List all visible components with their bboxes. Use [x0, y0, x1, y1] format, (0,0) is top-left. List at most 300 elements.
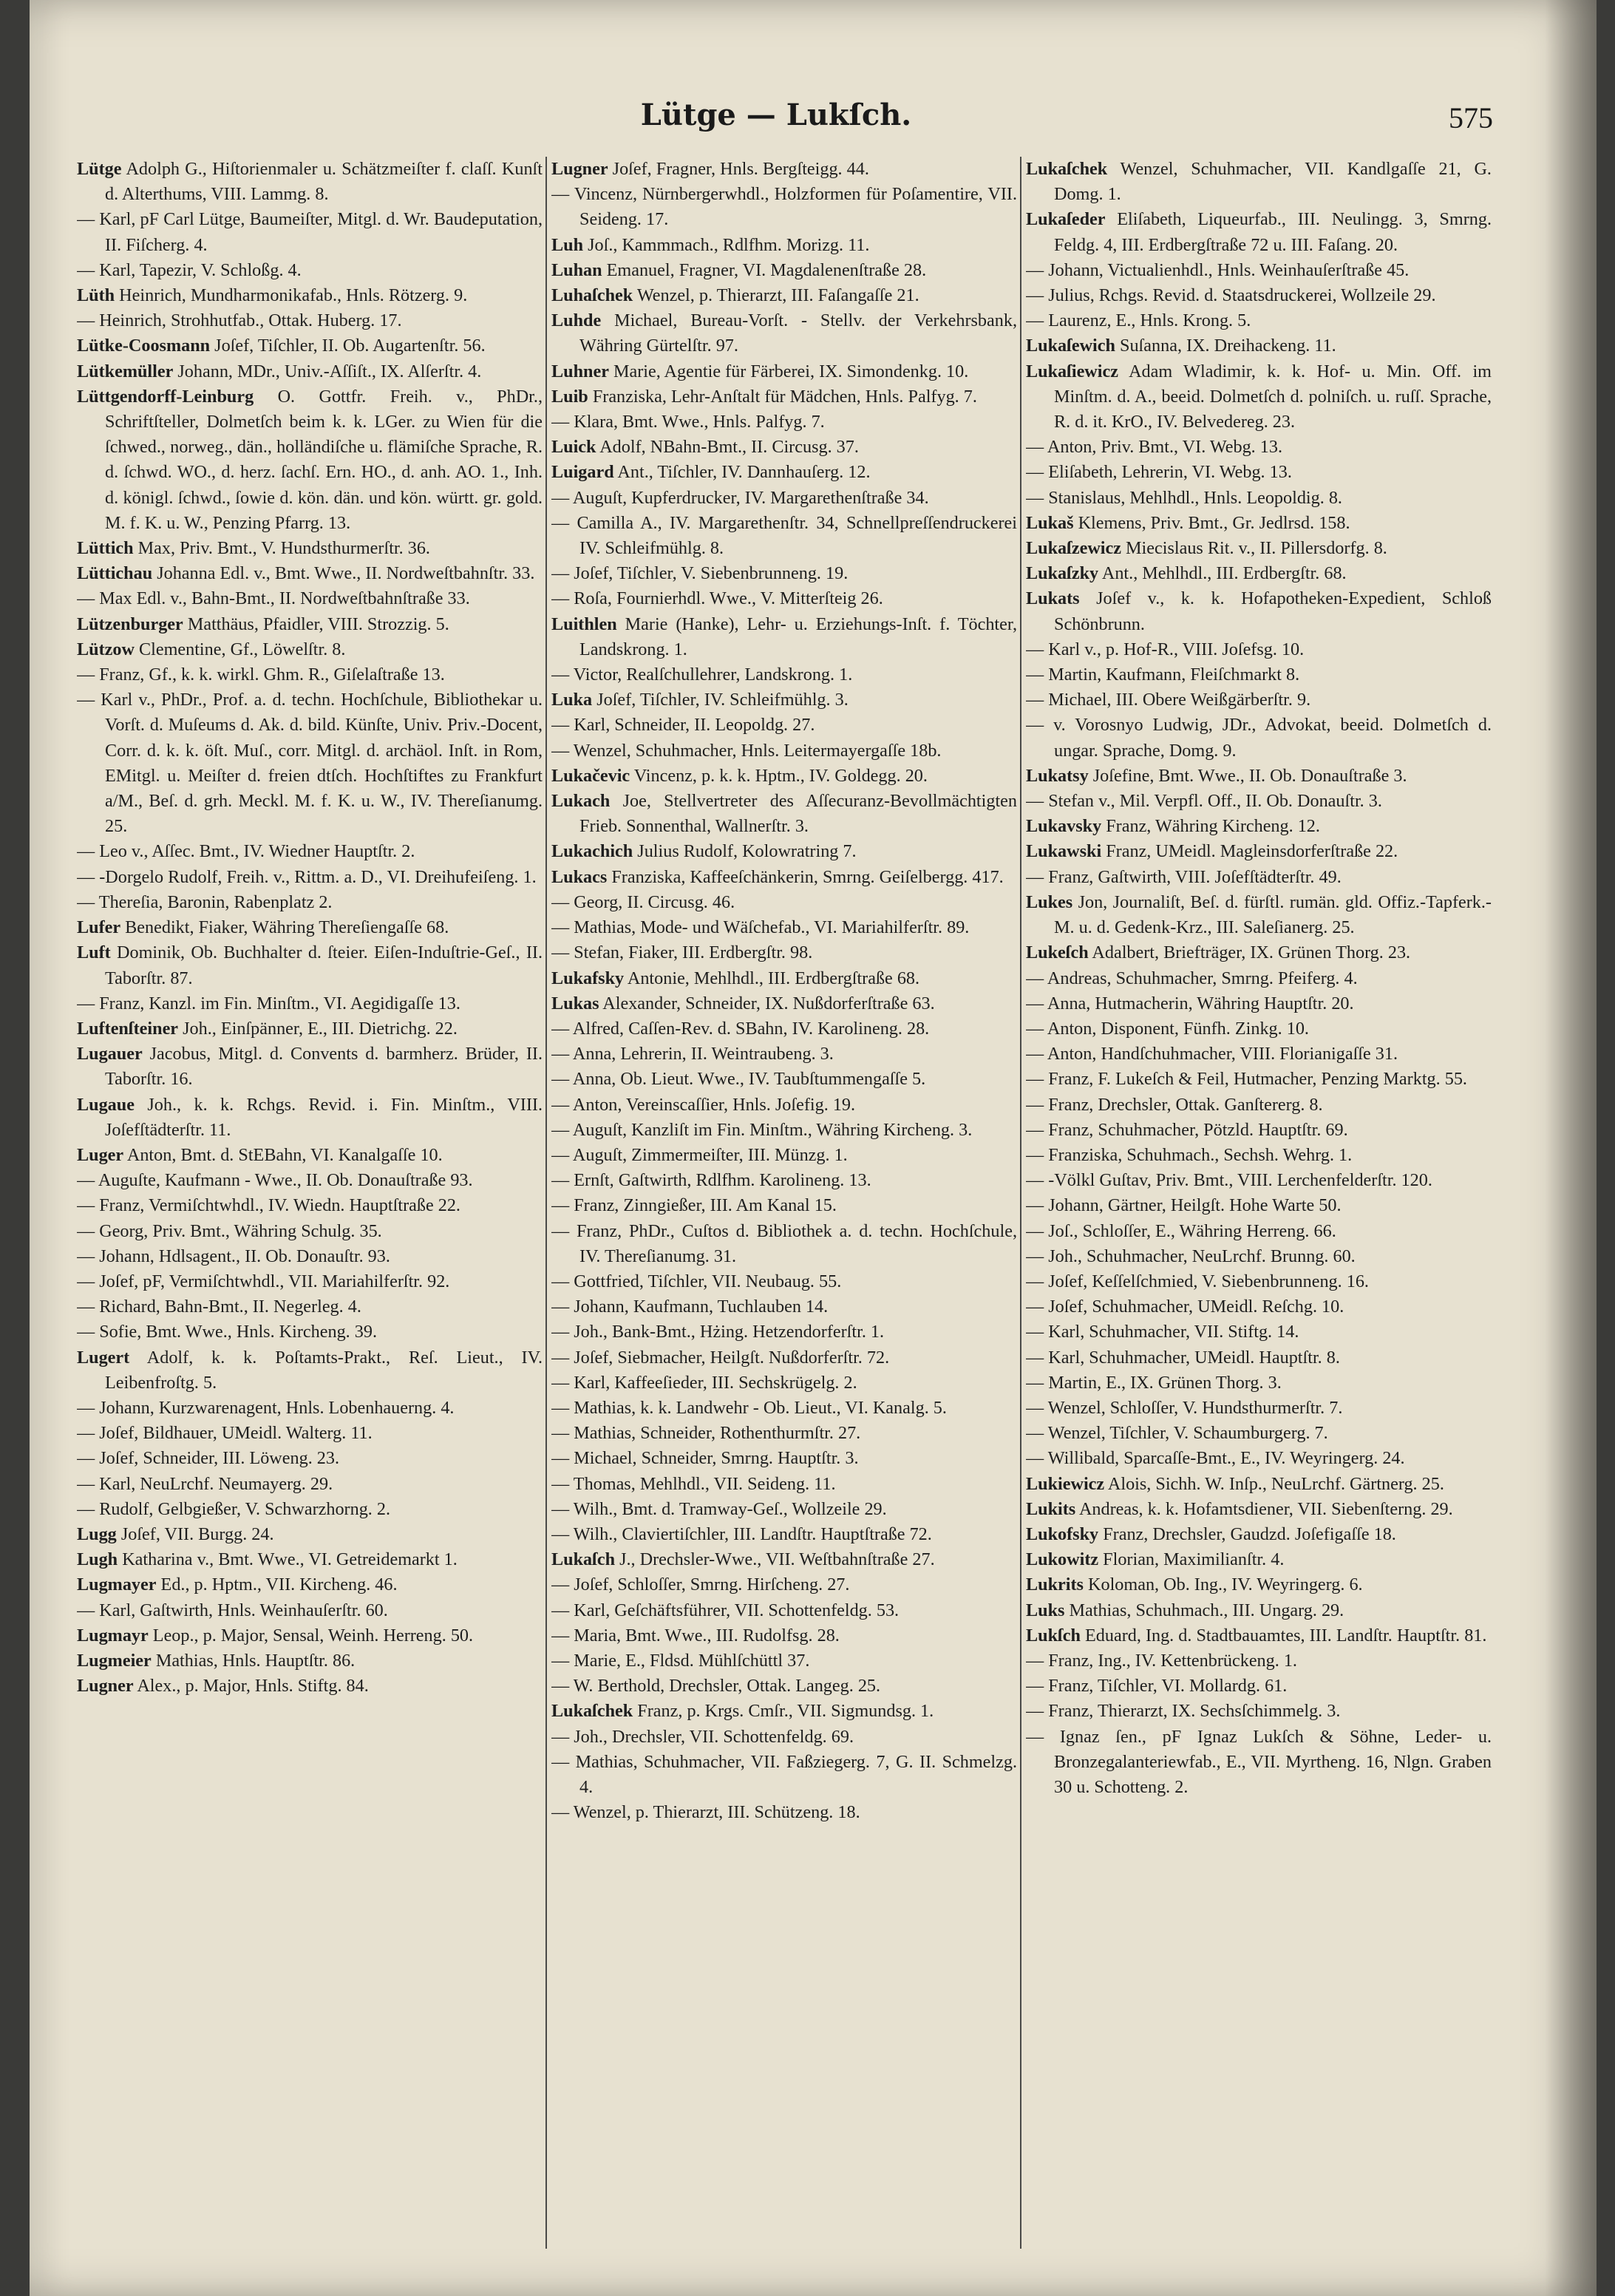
directory-entry — [1026, 359, 1492, 435]
entry-details: — Mathias, Schneider, Rothenthurmſtr. 27. — [551, 1423, 861, 1444]
directory-entry — [1026, 637, 1492, 662]
directory-entry — [77, 1294, 543, 1319]
entry-surname: Lukofsky — [1026, 1524, 1099, 1544]
directory-entry — [1026, 1219, 1492, 1244]
entry-details: — -Dorgelo Rudolf, Freih. v., Rittm. a. D., VI. Dreihufeiſeng. 1. — [77, 866, 537, 887]
entry-details: — Rudolf, Gelbgießer, V. Schwarzhorng. 2. — [77, 1498, 391, 1519]
entry-details: Adam Wladimir, k. k. Hof- u. Min. Off. im Minſtm. d. A., beeid. Dolmetſch d. polniſch. u. ruſſ. Sprache, R. d. it. KrO., IV. Belvedereg. 23. — [1054, 361, 1492, 432]
entry-surname: Lukaſzewicz — [1026, 538, 1121, 559]
directory-entry — [551, 991, 1017, 1016]
directory-entry — [551, 283, 1017, 308]
column-divider — [1020, 157, 1021, 2249]
directory-entry — [77, 207, 543, 257]
entry-details: Ed., p. Hptm., VII. Kircheng. 46. — [160, 1575, 398, 1595]
directory-entry — [77, 1319, 543, 1345]
page-number: 575 — [1449, 101, 1493, 135]
entry-details: Wenzel, p. Thierarzt, III. Faſangaſſe 21. — [636, 285, 919, 306]
directory-entry — [551, 1016, 1017, 1042]
entry-surname: Luhde — [551, 310, 602, 331]
entry-details: Joſef, Tiſchler, IV. Schleifmühlg. 3. — [596, 690, 849, 710]
directory-entry — [1026, 1699, 1492, 1724]
directory-entry — [551, 1371, 1017, 1396]
entry-surname: Lütge — [77, 159, 122, 179]
entry-details: — Karl, Schuhmacher, VII. Stiftg. 14. — [1026, 1322, 1299, 1342]
directory-entry — [77, 1497, 543, 1522]
entry-details: Franz, Währing Kircheng. 12. — [1106, 816, 1320, 837]
directory-entry — [77, 384, 543, 536]
directory-entry — [551, 1522, 1017, 1547]
entry-surname: Lukawski — [1026, 841, 1102, 862]
entry-details: Jacobus, Mitgl. d. Convents d. barmherz. Brüder, II. Taborſtr. 16. — [105, 1044, 543, 1090]
directory-entry — [77, 940, 543, 991]
directory-entry — [1026, 1446, 1492, 1471]
directory-entry — [1026, 1725, 1492, 1801]
entry-details: — Alfred, Caſſen-Rev. d. SBahn, IV. Karolineng. 28. — [551, 1018, 930, 1039]
entry-details: — -Völkl Guſtav, Priv. Bmt., VIII. Lerchenfelderſtr. 120. — [1026, 1170, 1432, 1191]
entry-details: — Franz, Tiſchler, VI. Mollardg. 61. — [1026, 1676, 1288, 1696]
entry-details: Julius Rudolf, Kolowratring 7. — [637, 841, 857, 862]
directory-entry — [551, 1067, 1017, 1092]
directory-entry — [1026, 511, 1492, 536]
entry-details: — Roſa, Fournierhdl. Wwe., V. Mitterſteig 26. — [551, 588, 883, 609]
entry-surname: Lukaſeder — [1026, 209, 1106, 230]
entry-details: — Anton, Handſchuhmacher, VIII. Florianigaſſe 31. — [1026, 1044, 1398, 1064]
directory-entry — [551, 865, 1017, 890]
entry-surname: Luka — [551, 690, 593, 710]
directory-entry — [551, 1219, 1017, 1269]
directory-entry — [1026, 1648, 1492, 1674]
entry-details: — Johann, Kaufmann, Tuchlauben 14. — [551, 1297, 829, 1317]
entry-surname: Lukaſchek — [1026, 159, 1108, 179]
entry-details: — Karl, Kaffeeſieder, III. Sechskrügelg. 2. — [551, 1372, 857, 1393]
directory-entry — [551, 1699, 1017, 1724]
entry-details: — Willibald, Sparcaſſe-Bmt., E., IV. Weyringerg. 24. — [1026, 1448, 1405, 1469]
entry-surname: Lukeſch — [1026, 942, 1089, 963]
entry-surname: Lugaue — [77, 1094, 135, 1115]
entry-details: — Karl, Schuhmacher, UMeidl. Hauptſtr. 8. — [1026, 1347, 1340, 1368]
directory-entry — [1026, 1168, 1492, 1193]
entry-details: Vincenz, p. k. k. Hptm., IV. Goldegg. 20. — [633, 765, 928, 786]
entry-details: — Joh., Schuhmacher, NeuLrchf. Brunng. 60. — [1026, 1246, 1356, 1266]
entry-details: — Joſef, pF, Vermiſchtwhdl., VII. Mariahilferſtr. 92. — [77, 1271, 450, 1291]
directory-entry — [1026, 1042, 1492, 1067]
directory-entry — [551, 561, 1017, 586]
entry-details: Joe, Stellvertreter des Aſſecuranz-Bevollmächtigten Frieb. Sonnenthal, Wallnerſtr. 3. — [579, 791, 1017, 837]
entry-details: Mathias, Schuhmach., III. Ungarg. 29. — [1069, 1600, 1344, 1620]
entry-surname: Lugner — [551, 159, 608, 179]
entry-details: Matthäus, Pfaidler, VIII. Strozzig. 5. — [187, 614, 449, 634]
directory-entry — [551, 662, 1017, 687]
entry-details: Joſefine, Bmt. Wwe., II. Ob. Donauſtraße 3. — [1092, 765, 1407, 786]
directory-entry — [77, 1396, 543, 1421]
entry-details: — Georg, Priv. Bmt., Währing Schulg. 35. — [77, 1220, 382, 1241]
entry-details: — Joſ., Schloſſer, E., Währing Herreng. 66. — [1026, 1220, 1336, 1241]
directory-entry — [77, 1598, 543, 1623]
directory-entry — [77, 333, 543, 359]
entry-details: — Anna, Ob. Lieut. Wwe., IV. Taubſtummengaſſe 5. — [551, 1069, 926, 1090]
entry-surname: Luigard — [551, 462, 614, 483]
directory-entry — [1026, 991, 1492, 1016]
entry-details: — Ernſt, Gaſtwirth, Rdlfhm. Karolineng. 13. — [551, 1170, 871, 1191]
directory-entry — [551, 1345, 1017, 1371]
entry-details: — Michael, III. Obere Weißgärberſtr. 9. — [1026, 690, 1311, 710]
directory-entry — [551, 157, 1017, 182]
column-divider — [545, 157, 547, 2249]
entry-details: — Thomas, Mehlhdl., VII. Seideng. 11. — [551, 1473, 836, 1494]
entry-details: — Anton, Disponent, Fünfh. Zinkg. 10. — [1026, 1018, 1309, 1039]
directory-entry — [551, 586, 1017, 611]
directory-entry — [551, 1472, 1017, 1497]
directory-entry — [551, 1497, 1017, 1522]
directory-entry — [1026, 662, 1492, 687]
running-head: Lütge — Lukſch. — [640, 98, 912, 132]
directory-entry — [77, 359, 543, 384]
entry-details: Michael, Bureau-Vorſt. - Stellv. der Verkehrsbank, Währing Gürtelſtr. 97. — [579, 310, 1017, 356]
directory-entry — [77, 687, 543, 839]
entry-details: — Mathias, k. k. Landwehr - Ob. Lieut., VI. Kanalg. 5. — [551, 1397, 947, 1418]
entry-details: — Joſef, Keſſelſchmied, V. Siebenbrunneng. 16. — [1026, 1271, 1369, 1291]
directory-entry — [1026, 586, 1492, 636]
entry-surname: Lugauer — [77, 1044, 143, 1064]
entry-details: Eliſabeth, Liqueurfab., III. Neulingg. 3, Smrng. Feldg. 4, III. Erdbergſtraße 72 u. III. Faſang. 20. — [1054, 209, 1492, 255]
entry-details: — Wenzel, Tiſchler, V. Schaumburgerg. 7. — [1026, 1423, 1328, 1444]
entry-surname: Luks — [1026, 1600, 1065, 1620]
directory-entry — [551, 460, 1017, 485]
directory-entry — [77, 865, 543, 890]
directory-entry — [77, 1143, 543, 1168]
entry-details: — Joſef, Tiſchler, V. Siebenbrunneng. 19. — [551, 563, 849, 584]
entry-details: — Johann, Kurzwarenagent, Hnls. Lobenhauerng. 4. — [77, 1397, 455, 1418]
entry-details: Johanna Edl. v., Bmt. Wwe., II. Nordweſtbahnſtr. 33. — [157, 563, 535, 584]
directory-entry — [77, 586, 543, 611]
entry-surname: Lüttich — [77, 538, 134, 559]
entry-surname: Lugg — [77, 1524, 117, 1544]
directory-entry — [1026, 940, 1492, 965]
entry-surname: Luh — [551, 234, 584, 255]
entry-surname: Lukes — [1026, 891, 1073, 912]
entry-surname: Lukačevic — [551, 765, 630, 786]
directory-entry — [77, 1016, 543, 1042]
directory-entry — [1026, 207, 1492, 257]
entry-details: — Anna, Hutmacherin, Währing Hauptſtr. 20. — [1026, 993, 1354, 1013]
directory-entry — [1026, 1497, 1492, 1522]
page-header — [59, 98, 1493, 149]
entry-details: — Karl v., PhDr., Prof. a. d. techn. Hochſchule, Bibliothekar u. Vorſt. d. Muſeums d. Ak. d. bild. Künſte, Univ. Priv.-Docent, Corr. d. k. k. öſt. Muſ., corr. Mitgl. d. archäol. Inſt. in Rom, EMitgl. u. Meiſter d. freien dtſch. Hochſtiftes zu Frankfurt a/M., Beſ. d. grh. Meckl. M. f. K. u. W., IV. Thereſianumg. 25. — [77, 690, 543, 837]
entry-details: — Franz, Vermiſchtwhdl., IV. Wiedn. Hauptſtraße 22. — [77, 1195, 460, 1216]
entry-surname: Lukſch — [1026, 1625, 1081, 1645]
directory-entry — [1026, 435, 1492, 460]
entry-details: Katharina v., Bmt. Wwe., VI. Getreidemarkt 1. — [122, 1549, 458, 1570]
directory-entry — [77, 662, 543, 687]
entry-details: — Marie, E., Fldsd. Mühlſchüttl 37. — [551, 1650, 810, 1671]
directory-entry — [1026, 814, 1492, 839]
entry-surname: Lukits — [1026, 1498, 1076, 1519]
entry-details: Joſef v., k. k. Hofapotheken-Expedient, Schloß Schönbrunn. — [1054, 588, 1492, 634]
entry-details: — Eliſabeth, Lehrerin, VI. Webg. 13. — [1026, 462, 1292, 483]
directory-entry — [551, 764, 1017, 789]
entry-surname: Lugmeier — [77, 1650, 152, 1671]
entry-details: — Wenzel, Schuhmacher, Hnls. Leitermayergaſſe 18b. — [551, 740, 942, 761]
entry-details: — Mathias, Schuhmacher, VII. Faßziegerg. 7, G. II. Schmelzg. 4. — [551, 1751, 1017, 1797]
entry-details: Marie, Agentie für Färberei, IX. Simondenkg. 10. — [613, 361, 969, 381]
directory-entry — [77, 1572, 543, 1597]
entry-surname: Lukachich — [551, 841, 633, 862]
entry-details: Joh., Einſpänner, E., III. Dietrichg. 22. — [183, 1018, 458, 1039]
entry-details: — Franz, PhDr., Cuſtos d. Bibliothek a. d. techn. Hochſchule, IV. Thereſianumg. 31. — [551, 1220, 1017, 1266]
directory-entry — [1026, 1522, 1492, 1547]
directory-entry — [551, 1725, 1017, 1750]
entry-details: Leop., p. Major, Sensal, Weinh. Herreng. 50. — [152, 1625, 474, 1645]
entry-details: Benedikt, Fiaker, Währing Thereſiengaſſe 68. — [125, 917, 449, 938]
entry-surname: Lugner — [77, 1676, 134, 1696]
directory-entry — [551, 1446, 1017, 1471]
entry-details: Jon, Journaliſt, Beſ. d. fürſtl. rumän. gld. Offiz.-Tapferk.-M. u. d. Gedenk-Krz., III. Saleſianerg. 25. — [1054, 891, 1492, 938]
entry-details: — Laurenz, E., Hnls. Krong. 5. — [1026, 310, 1251, 331]
entry-details: Suſanna, IX. Dreihackeng. 11. — [1120, 336, 1336, 356]
entry-details: Joſef, Fragner, Hnls. Bergſteigg. 44. — [612, 159, 869, 179]
entry-details: — Ignaz ſen., pF Ignaz Lukſch & Söhne, Leder- u. Bronzegalanteriewfab., E., VII. Myrtheng. 16, Nlgn. Graben 30 u. Schotteng. 2. — [1026, 1726, 1492, 1797]
directory-entry — [77, 1648, 543, 1674]
directory-entry — [77, 1472, 543, 1497]
directory-entry — [551, 1118, 1017, 1143]
directory-entry — [551, 258, 1017, 283]
directory-entry — [1026, 536, 1492, 561]
directory-entry — [1026, 890, 1492, 940]
entry-details: — Anton, Priv. Bmt., VI. Webg. 13. — [1026, 437, 1282, 458]
entry-details: — Maria, Bmt. Wwe., III. Rudolfsg. 28. — [551, 1625, 840, 1645]
entry-details: Florian, Maximilianſtr. 4. — [1103, 1549, 1285, 1570]
directory-entry — [1026, 1193, 1492, 1218]
directory-entry — [551, 966, 1017, 991]
entry-details: Franz, UMeidl. Magleinsdorferſtraße 22. — [1106, 841, 1398, 862]
entry-surname: Lüth — [77, 285, 115, 306]
binding-shadow — [1545, 0, 1597, 2296]
directory-entry — [77, 308, 543, 333]
directory-entry — [551, 486, 1017, 511]
entry-details: Joſef, VII. Burgg. 24. — [120, 1524, 274, 1544]
entry-details: Emanuel, Fragner, VI. Magdalenenſtraße 28. — [606, 259, 927, 280]
entry-details: — Karl, Tapezir, V. Schloßg. 4. — [77, 259, 302, 280]
entry-details: — Sofie, Bmt. Wwe., Hnls. Kircheng. 39. — [77, 1322, 377, 1342]
entry-details: Antonie, Mehlhdl., III. Erdbergſtraße 68. — [627, 968, 920, 988]
column-1 — [77, 157, 543, 2249]
entry-details: — Auguſt, Kanzliſt im Fin. Minſtm., Währing Kircheng. 3. — [551, 1119, 973, 1140]
directory-entry — [551, 1319, 1017, 1345]
directory-entry — [1026, 1674, 1492, 1699]
entry-surname: Luft — [77, 942, 111, 963]
directory-entry — [551, 233, 1017, 258]
entry-details: — Joh., Bank-Bmt., Hżing. Hetzendorferſtr. 1. — [551, 1322, 885, 1342]
entry-details: — Camilla A., IV. Margarethenſtr. 34, Schnellpreſſendruckerei IV. Schleifmühlg. 8. — [551, 512, 1017, 559]
directory-entry — [551, 1193, 1017, 1218]
directory-entry — [551, 1800, 1017, 1825]
directory-entry — [551, 1623, 1017, 1648]
directory-entry — [1026, 789, 1492, 814]
entry-surname: Luftenſteiner — [77, 1018, 179, 1039]
entry-surname: Lukiewicz — [1026, 1473, 1105, 1494]
column-2 — [551, 157, 1017, 2249]
directory-entry — [77, 283, 543, 308]
entry-details: — Victor, Realſchullehrer, Landskrong. 1. — [551, 665, 853, 685]
entry-details: Franz, Drechsler, Gaudzd. Joſefigaſſe 18. — [1103, 1524, 1396, 1544]
directory-entry — [1026, 1598, 1492, 1623]
entry-surname: Luib — [551, 386, 588, 407]
entry-surname: Luithlen — [551, 614, 617, 634]
directory-entry — [551, 839, 1017, 864]
directory-entry — [77, 1093, 543, 1143]
directory-entry — [77, 1042, 543, 1092]
entry-surname: Lugh — [77, 1549, 118, 1570]
directory-entry — [1026, 1067, 1492, 1092]
entry-details: — Franz, Schuhmacher, Pötzld. Hauptſtr. 69. — [1026, 1119, 1348, 1140]
directory-entry — [1026, 865, 1492, 890]
entry-details: Koloman, Ob. Ing., IV. Weyringerg. 6. — [1088, 1575, 1363, 1595]
entry-surname: Lukaš — [1026, 512, 1074, 533]
directory-entry — [77, 1345, 543, 1396]
directory-entry — [1026, 258, 1492, 283]
directory-entry — [1026, 1319, 1492, 1345]
directory-entry — [551, 940, 1017, 965]
directory-entry — [77, 991, 543, 1016]
column-3 — [1026, 157, 1492, 2249]
directory-entry — [1026, 1093, 1492, 1118]
entry-details: — Max Edl. v., Bahn-Bmt., II. Nordweſtbahnſtraße 33. — [77, 588, 470, 609]
entry-details: Marie (Hanke), Lehr- u. Erziehungs-Inſt. f. Töchter, Landskrong. 1. — [579, 614, 1017, 659]
directory-entry — [77, 561, 543, 586]
entry-surname: Luick — [551, 437, 596, 458]
entry-surname: Lufer — [77, 917, 121, 938]
entry-details: Adolf, k. k. Poſtamts-Prakt., Reſ. Lieut., IV. Leibenfroſtg. 5. — [105, 1347, 543, 1393]
entry-surname: Lukach — [551, 791, 611, 812]
directory-entry — [551, 1143, 1017, 1168]
entry-surname: Lützenburger — [77, 614, 183, 634]
entry-details: — Anton, Vereinscaſſier, Hnls. Joſefig. 19. — [551, 1094, 856, 1115]
entry-details: — Franz, F. Lukeſch & Feil, Hutmacher, Penzing Marktg. 55. — [1026, 1069, 1467, 1090]
directory-entry — [77, 1193, 543, 1218]
entry-details: — Karl, Schneider, II. Leopoldg. 27. — [551, 715, 815, 736]
entry-details: — v. Vorosnyo Ludwig, JDr., Advokat, beeid. Dolmetſch d. ungar. Sprache, Domg. 9. — [1026, 715, 1492, 761]
directory-entry — [1026, 1547, 1492, 1572]
entry-details: — Heinrich, Strohhutfab., Ottak. Huberg. 17. — [77, 310, 402, 331]
entry-surname: Lukavsky — [1026, 816, 1102, 837]
directory-entry — [1026, 1118, 1492, 1143]
directory-entry — [551, 1168, 1017, 1193]
entry-details: Franziska, Lehr-Anſtalt für Mädchen, Hnls. Palfyg. 7. — [592, 386, 977, 407]
entry-details: — Karl v., p. Hof-R., VIII. Joſefsg. 10. — [1026, 639, 1305, 659]
entry-details: — Joſef, Bildhauer, UMeidl. Walterg. 11. — [77, 1423, 373, 1444]
entry-surname: Lukowitz — [1026, 1549, 1099, 1570]
entry-details: Joſ., Kammmach., Rdlfhm. Morizg. 11. — [588, 234, 870, 255]
entry-details: — Auguſt, Zimmermeiſter, III. Münzg. 1. — [551, 1144, 848, 1165]
entry-surname: Lüttichau — [77, 563, 153, 584]
entry-details: — Auguſte, Kaufmann - Wwe., II. Ob. Donauſtraße 93. — [77, 1170, 473, 1191]
entry-details: J., Drechsler-Wwe., VII. Weſtbahnſtraße 27. — [619, 1549, 935, 1570]
entry-details: Ant., Tiſchler, IV. Dannhauſerg. 12. — [617, 462, 871, 483]
entry-details: — Leo v., Aſſec. Bmt., IV. Wiedner Hauptſtr. 2. — [77, 841, 415, 862]
entry-details: Miecislaus Rit. v., II. Pillersdorfg. 8. — [1126, 538, 1387, 559]
entry-details: Clementine, Gf., Löwelſtr. 8. — [138, 639, 346, 659]
directory-entry — [1026, 157, 1492, 207]
directory-entry — [551, 1421, 1017, 1446]
entry-details: Joſef, Tiſchler, II. Ob. Augartenſtr. 56. — [214, 336, 486, 356]
entry-details: — Gottfried, Tiſchler, VII. Neubaug. 55. — [551, 1271, 842, 1291]
entry-details: — Johann, Hdlsagent., II. Ob. Donauſtr. 93. — [77, 1246, 390, 1266]
entry-details: — Michael, Schneider, Smrng. Hauptſtr. 3. — [551, 1448, 859, 1469]
entry-surname: Lukaſiewicz — [1026, 361, 1118, 381]
directory-entry — [1026, 333, 1492, 359]
directory-entry — [551, 511, 1017, 561]
entry-details: — Stanislaus, Mehlhdl., Hnls. Leopoldig. 8. — [1026, 487, 1342, 508]
entry-details: — Joh., Drechsler, VII. Schottenfeldg. 69. — [551, 1726, 854, 1747]
entry-details: — Vincenz, Nürnbergerwhdl., Holzformen für Poſamentire, VII. Seideng. 17. — [551, 184, 1017, 230]
entry-details: — Martin, E., IX. Grünen Thorg. 3. — [1026, 1372, 1282, 1393]
directory-entry — [77, 1674, 543, 1699]
directory-entry — [1026, 561, 1492, 586]
directory-entry — [77, 915, 543, 940]
entry-surname: Lugmayr — [77, 1625, 149, 1645]
entry-surname: Luger — [77, 1144, 124, 1165]
directory-entry — [551, 359, 1017, 384]
entry-details: Ant., Mehlhdl., III. Erdbergſtr. 68. — [1101, 563, 1347, 584]
entry-details: Wenzel, Schuhmacher, VII. Kandlgaſſe 21, G. Domg. 1. — [1054, 159, 1492, 205]
directory-entry — [1026, 1371, 1492, 1396]
directory-entry — [551, 384, 1017, 410]
directory-entry — [551, 1269, 1017, 1294]
entry-details: Andreas, k. k. Hofamtsdiener, VII. Siebenſterng. 29. — [1078, 1498, 1453, 1519]
entry-surname: Lukats — [1026, 588, 1080, 609]
directory-entry — [551, 738, 1017, 764]
directory-entry — [1026, 1294, 1492, 1319]
directory-entry — [1026, 966, 1492, 991]
directory-entry — [551, 687, 1017, 713]
directory-entry — [1026, 1396, 1492, 1421]
directory-entry — [77, 612, 543, 637]
directory-entry — [1026, 486, 1492, 511]
entry-details: — Franz, Thierarzt, IX. Sechsſchimmelg. 3. — [1026, 1701, 1341, 1722]
directory-entry — [551, 915, 1017, 940]
entry-details: Dominik, Ob. Buchhalter d. ſteier. Eiſen-Induſtrie-Geſ., II. Taborſtr. 87. — [105, 942, 543, 988]
entry-surname: Lukrits — [1026, 1575, 1084, 1595]
directory-entry — [77, 1522, 543, 1547]
entry-details: — Martin, Kaufmann, Fleiſchmarkt 8. — [1026, 665, 1300, 685]
entry-surname: Lütkemüller — [77, 361, 174, 381]
entry-details: — Stefan v., Mil. Verpfl. Off., II. Ob. Donauſtr. 3. — [1026, 791, 1382, 812]
directory-entry — [1026, 764, 1492, 789]
entry-details: Anton, Bmt. d. StEBahn, VI. Kanalgaſſe 10. — [126, 1144, 443, 1165]
entry-details: — Karl, pF Carl Lütge, Baumeiſter, Mitgl. d. Wr. Baudeputation, II. Fiſcherg. 4. — [77, 209, 543, 255]
directory-entry — [1026, 1244, 1492, 1269]
directory-entry — [1026, 687, 1492, 713]
entry-details: — Klara, Bmt. Wwe., Hnls. Palfyg. 7. — [551, 412, 825, 432]
directory-entry — [1026, 1345, 1492, 1371]
entry-details: — Franz, Kanzl. im Fin. Minſtm., VI. Aegidigaſſe 13. — [77, 993, 460, 1013]
entry-details: Franziska, Kaffeeſchänkerin, Smrng. Geiſelbergg. 417. — [611, 866, 1004, 887]
entry-surname: Lukatsy — [1026, 765, 1089, 786]
directory-entry — [551, 1547, 1017, 1572]
entry-details: — Wenzel, p. Thierarzt, III. Schützeng. 18. — [551, 1802, 860, 1823]
entry-details: — Mathias, Mode- und Wäſchefab., VI. Mariahilferſtr. 89. — [551, 917, 970, 938]
directory-entry — [77, 890, 543, 915]
directory-entry — [551, 1572, 1017, 1597]
directory-entry — [551, 410, 1017, 435]
page — [30, 0, 1597, 2296]
directory-entry — [1026, 1016, 1492, 1042]
entry-details: — Joſef, Schneider, III. Löweng. 23. — [77, 1448, 340, 1469]
directory-entry — [551, 435, 1017, 460]
entry-surname: Luhan — [551, 259, 602, 280]
entry-details: Max, Priv. Bmt., V. Hundsthurmerſtr. 36. — [137, 538, 430, 559]
directory-entry — [551, 1042, 1017, 1067]
